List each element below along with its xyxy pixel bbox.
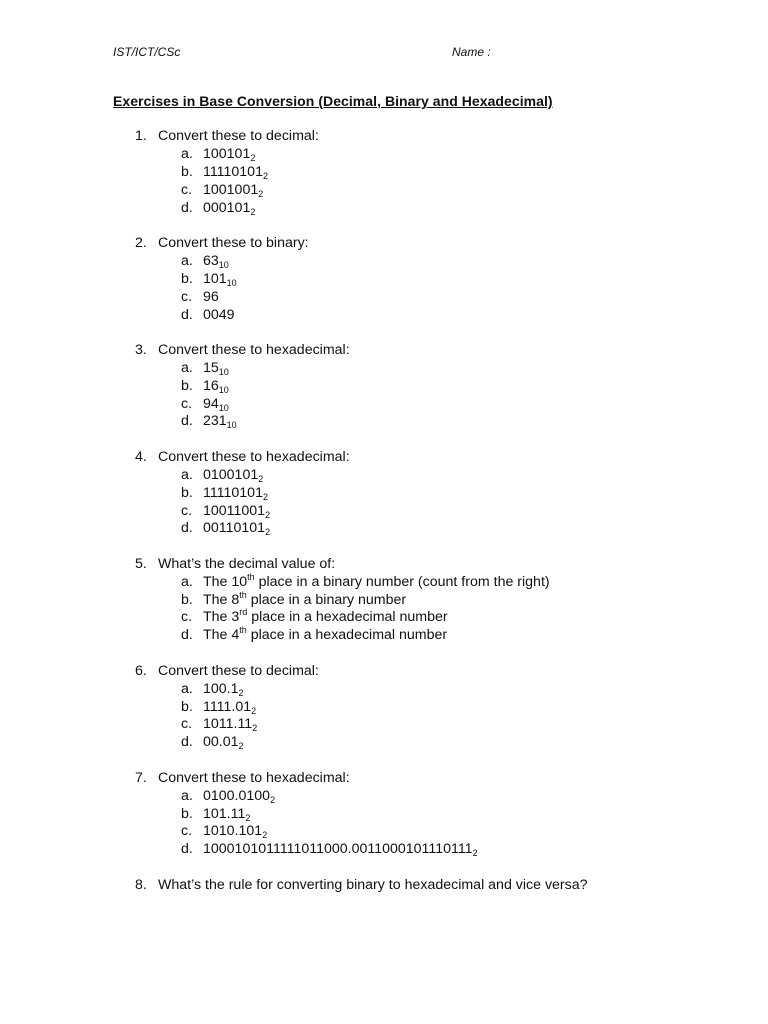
item-text (203, 841, 478, 859)
question-line (0, 663, 768, 681)
item-label: b. (181, 591, 193, 608)
item-text (203, 485, 268, 503)
item-value: 000101 (203, 199, 251, 216)
item-value: 16 (203, 377, 219, 394)
base-subscript: 2 (250, 152, 256, 163)
item-text (203, 467, 263, 485)
base-subscript: 2 (251, 705, 257, 716)
item-label: a. (181, 145, 193, 162)
list-item (0, 271, 768, 289)
list-item (0, 788, 768, 806)
item-value: 63 (203, 252, 219, 269)
item-text (203, 378, 229, 396)
item-label: b. (181, 805, 193, 822)
item-text (203, 681, 244, 699)
question-text: What’s the decimal value of: (158, 555, 336, 572)
ordinal-superscript: th (239, 589, 247, 600)
list-item (0, 164, 768, 182)
item-label: d. (181, 199, 193, 216)
question-number: 5. (135, 555, 147, 572)
item-label: d. (181, 841, 193, 858)
item-value: 00.01 (203, 734, 239, 751)
item-label: b. (181, 484, 193, 501)
question-line (0, 235, 768, 253)
base-subscript: 10 (218, 402, 229, 413)
list-item (0, 307, 768, 325)
question-line (0, 770, 768, 788)
list-item (0, 378, 768, 396)
item-text (203, 699, 256, 717)
item-value: 0100101 (203, 466, 259, 483)
item-value: 0100.0100 (203, 787, 271, 804)
question-line (0, 342, 768, 360)
item-text-rest: place in a hexadecimal number (247, 609, 448, 626)
list-item (0, 823, 768, 841)
item-label: d. (181, 413, 193, 430)
item-text (203, 734, 244, 752)
question-1 (0, 128, 768, 217)
base-subscript: 2 (270, 794, 276, 805)
question-number: 8. (135, 876, 147, 893)
question-2 (0, 235, 768, 324)
item-label: c. (181, 502, 193, 519)
list-item (0, 681, 768, 699)
item-label: c. (181, 181, 193, 198)
list-item (0, 503, 768, 521)
question-text: Convert these to hexadecimal: (158, 341, 350, 358)
item-text (203, 716, 257, 734)
list-item (0, 589, 768, 610)
question-number: 1. (135, 128, 147, 144)
item-label: a. (181, 680, 193, 697)
question-line (0, 128, 768, 146)
question-line (0, 556, 768, 574)
list-item (0, 734, 768, 752)
item-value: The 8 (203, 591, 240, 608)
question-line (0, 877, 768, 895)
item-text (203, 413, 237, 431)
item-label: b. (181, 270, 193, 287)
list-item (0, 699, 768, 717)
base-subscript: 2 (262, 170, 268, 181)
question-7 (0, 770, 768, 859)
base-subscript: 10 (218, 259, 229, 270)
item-text (203, 182, 263, 200)
base-subscript: 2 (258, 188, 264, 199)
item-value: The 3 (203, 609, 240, 626)
base-subscript: 2 (238, 687, 244, 698)
base-subscript: 2 (258, 473, 264, 484)
question-5 (0, 556, 768, 645)
base-subscript: 2 (262, 491, 268, 502)
item-label: d. (181, 306, 193, 323)
item-label: c. (181, 395, 193, 412)
item-text (203, 396, 229, 414)
question-number: 6. (135, 662, 147, 679)
list-item (0, 520, 768, 538)
item-label: d. (181, 627, 193, 644)
item-text-rest: place in a binary number (count from the right) (254, 573, 550, 590)
list-item (0, 627, 768, 645)
item-value: 1000101011111011000.0011000101110111 (203, 841, 473, 858)
item-value: 94 (203, 395, 219, 412)
list-item (0, 182, 768, 200)
item-value: 11110101 (203, 484, 263, 501)
base-subscript: 10 (218, 366, 229, 377)
item-value: 100.1 (203, 680, 239, 697)
item-value: 15 (203, 359, 219, 376)
header-name-label: Name : (452, 45, 491, 59)
item-text (203, 823, 267, 841)
item-value: 1010.101 (203, 823, 263, 840)
base-subscript: 2 (252, 723, 258, 734)
list-item (0, 396, 768, 414)
item-label: d. (181, 734, 193, 751)
list-item (0, 289, 768, 307)
item-text (203, 503, 270, 521)
question-text: What’s the rule for converting binary to hexadecimal and vice versa? (158, 876, 588, 893)
item-value: 0049 (203, 306, 235, 323)
item-label: a. (181, 787, 193, 804)
base-subscript: 10 (226, 277, 237, 288)
base-subscript: 2 (262, 830, 268, 841)
question-number: 3. (135, 341, 147, 358)
item-value: 101.11 (203, 805, 246, 822)
item-label: a. (181, 252, 193, 269)
item-value: 100101 (203, 145, 251, 162)
item-text (203, 307, 235, 325)
question-3 (0, 342, 768, 431)
item-value: 10011001 (203, 502, 266, 519)
item-value: 00110101 (203, 520, 266, 537)
item-value: 101 (203, 270, 227, 287)
question-6 (0, 663, 768, 752)
list-item (0, 571, 768, 592)
item-text (203, 146, 255, 164)
item-label: b. (181, 698, 193, 715)
base-subscript: 2 (245, 812, 251, 823)
item-value: The 10 (203, 573, 248, 590)
item-text (203, 253, 229, 271)
base-subscript: 2 (238, 741, 244, 752)
question-list (0, 128, 768, 912)
list-item (0, 485, 768, 503)
question-text: Convert these to binary: (158, 234, 309, 251)
question-text: Convert these to decimal: (158, 128, 319, 144)
item-value: 11110101 (203, 163, 263, 180)
base-subscript: 2 (472, 848, 478, 859)
item-label: c. (181, 823, 193, 840)
item-text-rest: place in a binary number (246, 591, 407, 608)
ordinal-superscript: th (247, 571, 255, 582)
item-text (203, 627, 447, 645)
item-label: a. (181, 359, 193, 376)
base-subscript: 2 (265, 527, 271, 538)
base-subscript: 10 (218, 384, 229, 395)
question-4 (0, 449, 768, 538)
item-value: 96 (203, 288, 219, 305)
item-value: 1011.11 (203, 716, 253, 733)
item-label: b. (181, 377, 193, 394)
item-label: c. (181, 716, 193, 733)
item-text (203, 289, 219, 307)
item-text (203, 589, 407, 610)
ordinal-superscript: th (239, 625, 247, 636)
header-course-code: IST/ICT/CSc (113, 45, 181, 59)
list-item (0, 200, 768, 218)
list-item (0, 360, 768, 378)
item-text (203, 571, 550, 592)
item-text-rest: place in a hexadecimal number (246, 627, 448, 644)
question-text: Convert these to hexadecimal: (158, 769, 350, 786)
page-title: Exercises in Base Conversion (Decimal, Binary and Hexadecimal) (113, 93, 553, 109)
question-line (0, 449, 768, 467)
question-8 (0, 877, 768, 895)
question-number: 2. (135, 234, 147, 251)
question-number: 4. (135, 448, 147, 465)
question-number: 7. (135, 769, 147, 786)
item-text (203, 200, 255, 218)
list-item (0, 841, 768, 859)
item-text (203, 806, 250, 824)
item-label: a. (181, 573, 193, 590)
item-value: 1111.01 (203, 698, 252, 715)
item-value: 1001001 (203, 181, 259, 198)
list-item (0, 806, 768, 824)
item-text (203, 520, 270, 538)
item-value: The 4 (203, 627, 240, 644)
item-text (203, 164, 268, 182)
base-subscript: 2 (265, 509, 271, 520)
item-value: 231 (203, 413, 227, 430)
list-item (0, 413, 768, 431)
item-text (203, 271, 237, 289)
item-text (203, 788, 275, 806)
list-item (0, 716, 768, 734)
base-subscript: 10 (226, 420, 237, 431)
question-text: Convert these to hexadecimal: (158, 448, 350, 465)
ordinal-superscript: rd (239, 607, 248, 618)
item-label: b. (181, 163, 193, 180)
item-text (203, 360, 229, 378)
list-item (0, 253, 768, 271)
question-text: Convert these to decimal: (158, 662, 319, 679)
item-label: a. (181, 466, 193, 483)
item-label: d. (181, 520, 193, 537)
list-item (0, 609, 768, 627)
list-item (0, 146, 768, 164)
item-label: c. (181, 288, 193, 305)
base-subscript: 2 (250, 206, 256, 217)
list-item (0, 467, 768, 485)
item-label: c. (181, 609, 193, 626)
